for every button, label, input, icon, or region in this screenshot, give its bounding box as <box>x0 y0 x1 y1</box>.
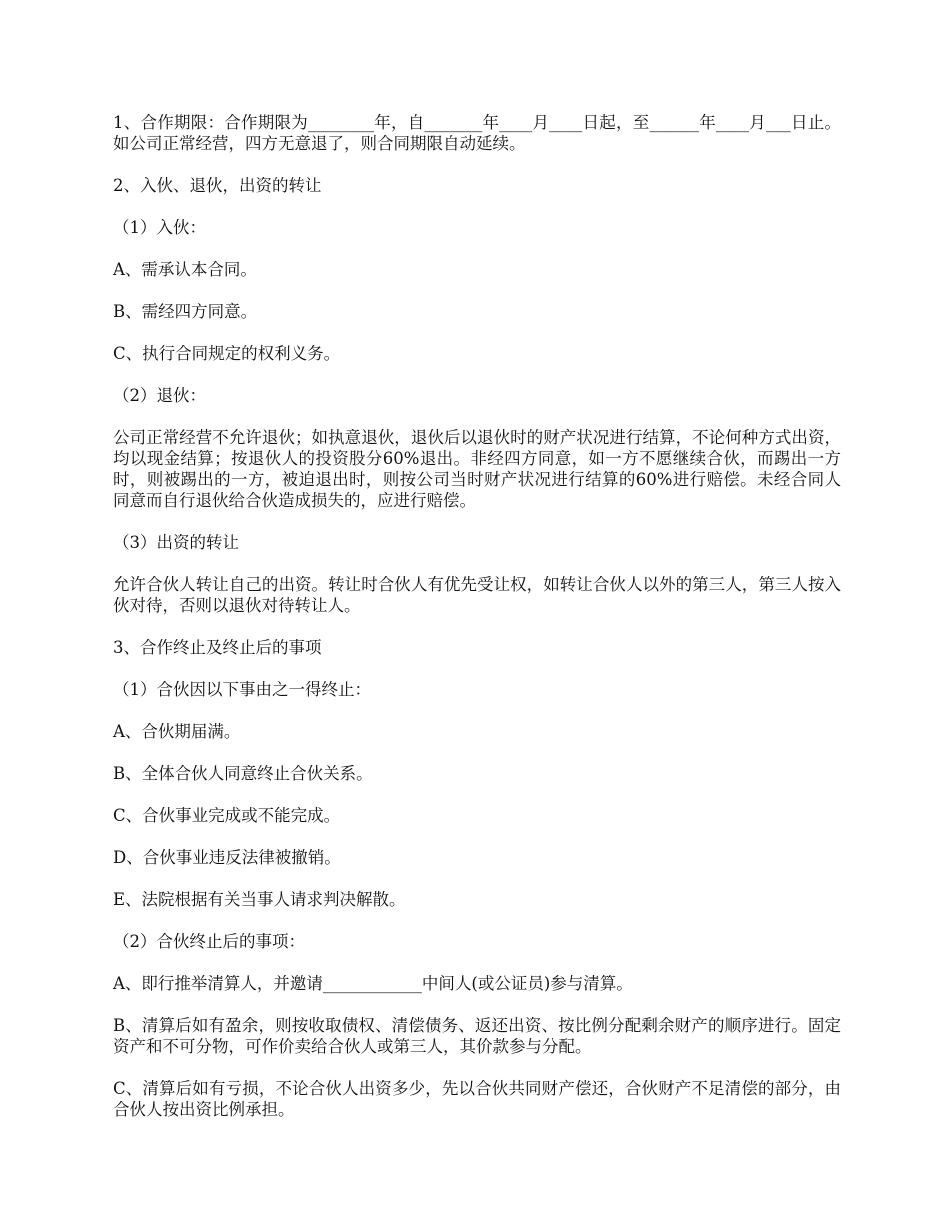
subheading-termination-causes: （1）合伙因以下事由之一得终止： <box>113 680 371 699</box>
subheading-transfer: （3）出资的转让 <box>113 533 239 552</box>
subheading-withdraw: （2）退伙： <box>113 386 206 405</box>
list-item: A、合伙期届满。 <box>113 722 241 741</box>
clause-term: 1、合作期限：合作期限为________年，自_______年____月____日起，至______年____月___日止。如公司正常经营，四方无意退了，则合同期限自动延续。 <box>113 113 841 153</box>
document-page <box>113 112 841 1141</box>
list-item: B、需经四方同意。 <box>113 302 258 321</box>
list-item: D、合伙事业违反法律被撤销。 <box>113 848 341 867</box>
paragraph-withdraw-terms: 公司正常经营不允许退伙；如执意退伙，退伙后以退伙时的财产状况进行结算，不论何种方式出资，均以现金结算；按退伙人的投资股分60%退出。非经四方同意，如一方不愿继续合伙，而踢出一方时，则被踢出的一方，被迫退出时，则按公司当时财产状况进行结算的60%进行赔偿。未经合同人同意而自行退伙给合伙造成损失的，应进行赔偿。 <box>113 428 841 510</box>
list-item: A、即行推举清算人，并邀请____________中间人(或公证员)参与清算。 <box>113 974 633 993</box>
paragraph-transfer-terms: 允许合伙人转让自己的出资。转让时合伙人有优先受让权，如转让合伙人以外的第三人，第三人按入伙对待，否则以退伙对待转让人。 <box>113 575 841 615</box>
list-item: C、执行合同规定的权利义务。 <box>113 344 341 363</box>
list-item: A、需承认本合同。 <box>113 260 257 279</box>
list-item: E、法院根据有关当事人请求判决解散。 <box>113 890 406 909</box>
subheading-join: （1）入伙： <box>113 218 206 237</box>
subheading-after-termination: （2）合伙终止后的事项： <box>113 932 305 951</box>
section-heading-join-withdraw: 2、入伙、退伙，出资的转让 <box>113 176 322 195</box>
list-item: C、清算后如有亏损，不论合伙人出资多少，先以合伙共同财产偿还，合伙财产不足清偿的部分，由合伙人按出资比例承担。 <box>113 1079 841 1119</box>
list-item: C、合伙事业完成或不能完成。 <box>113 806 341 825</box>
list-item: B、全体合伙人同意终止合伙关系。 <box>113 764 373 783</box>
list-item: B、清算后如有盈余，则按收取债权、清偿债务、返还出资、按比例分配剩余财产的顺序进行。固定资产和不可分物，可作价卖给合伙人或第三人，其价款参与分配。 <box>113 1016 841 1056</box>
section-heading-termination: 3、合作终止及终止后的事项 <box>113 638 322 657</box>
